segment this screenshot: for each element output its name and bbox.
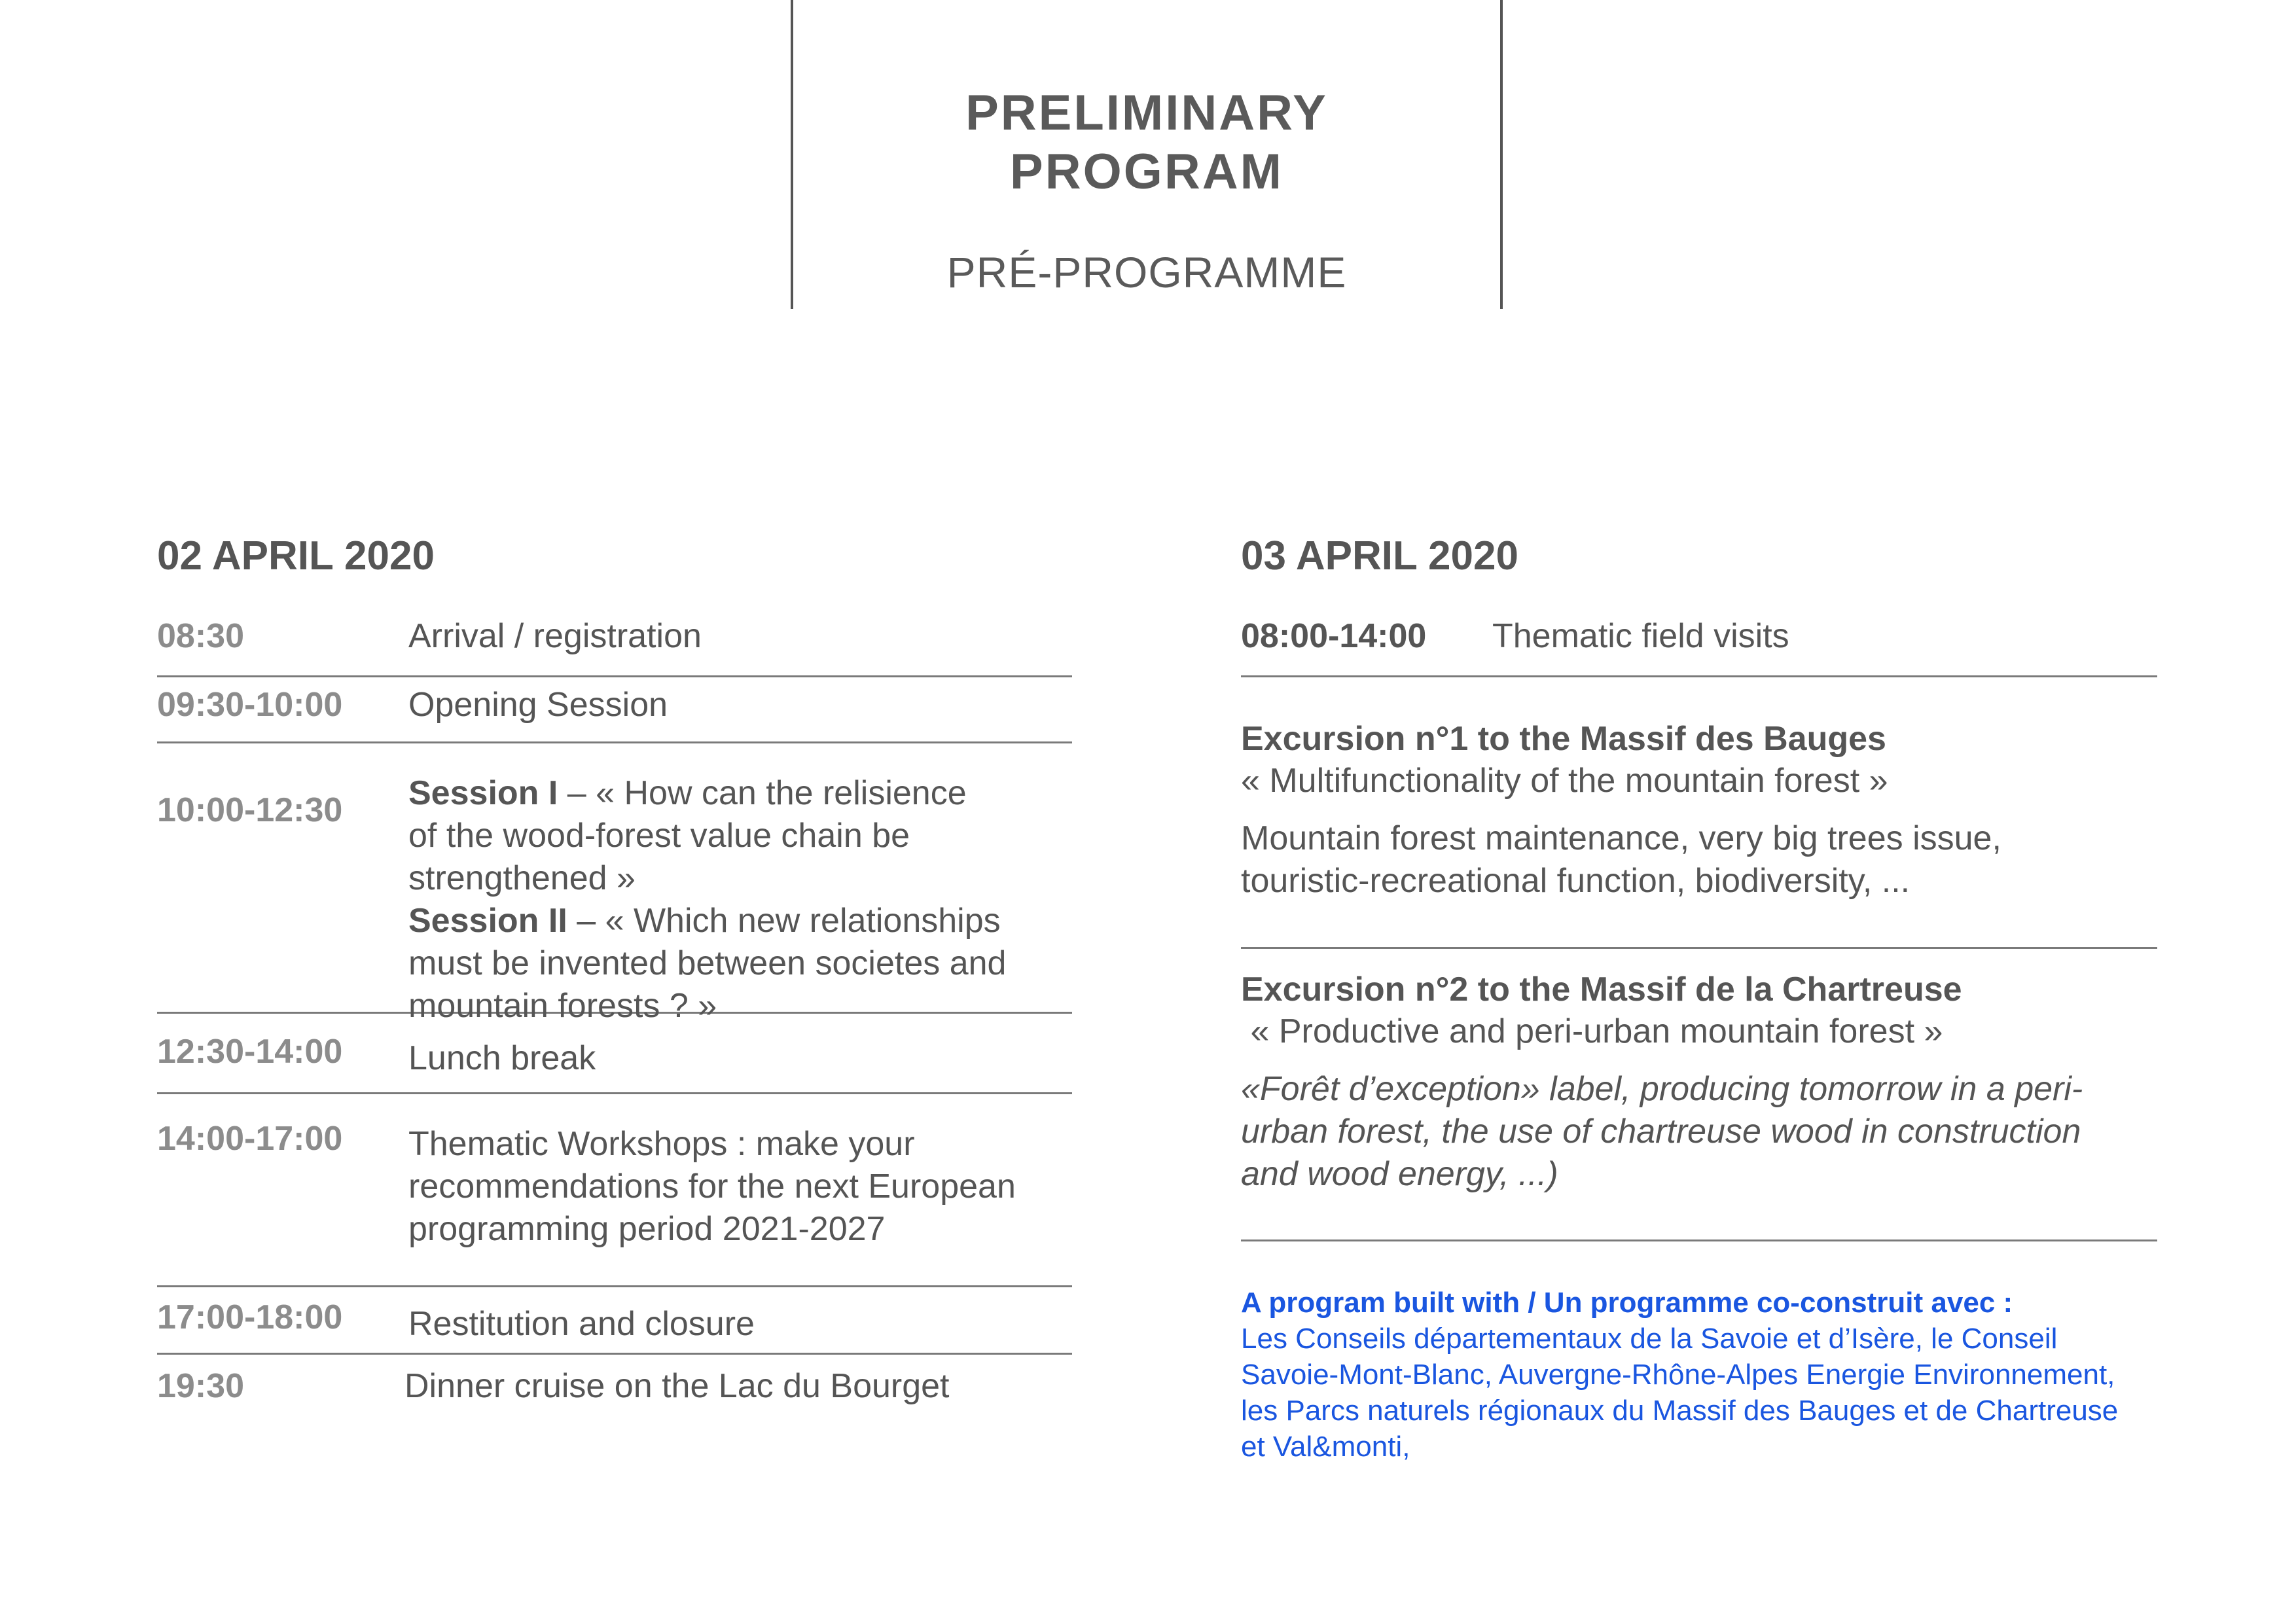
schedule-row [157,1355,1072,1408]
partners-line: et Val&monti, [1241,1431,1410,1463]
workshop-line2: recommendations for the next European [408,1168,1016,1205]
session2-line3: mountain forests ? » [408,987,717,1025]
schedule-text: Opening Session [408,686,668,724]
excursion-subtitle: « Multifunctionality of the mountain forest » [1241,762,1888,800]
schedule-text: Thematic field visits [1492,617,1789,655]
session2-label: Session II [408,902,567,940]
session1-line2: of the wood-forest value chain be [408,817,910,855]
schedule-text: Restitution and closure [408,1305,755,1343]
partners-title: A program built with / Un programme co-construit avec : [1241,1287,2013,1319]
session2-question: – « Which new relationships [567,902,1001,940]
page-header [793,84,1500,298]
page-title [793,84,1500,202]
schedule-row [1241,615,2157,677]
schedule-text: Dinner cruise on the Lac du Bourget [404,1367,950,1405]
schedule-row [157,677,1072,743]
schedule-time: 10:00-12:30 [157,791,343,829]
excursion-description-line: «Forêt d’exception» label, producing tomorrow in a peri- [1241,1070,2083,1108]
excursion-description-line: and wood energy, ...) [1241,1155,1558,1193]
session1-line1 [408,772,1072,815]
workshop-line1: Thematic Workshops : make your [408,1125,915,1163]
day2-date: 03 APRIL 2020 [1241,533,1518,579]
schedule-text: Lunch break [408,1039,596,1077]
schedule-row [157,743,1072,1025]
excursion-description [1241,817,2157,902]
session2-line2: must be invented between societes and [408,944,1007,982]
excursion-description-line: touristic-recreational function, biodiversity, ... [1241,862,1910,900]
schedule-text [408,750,1072,1027]
excursion-title: Excursion n°2 to the Massif de la Chartreuse [1241,971,1962,1008]
header-divider-right [1500,0,1503,309]
excursion-description-line: Mountain forest maintenance, very big trees issue, [1241,819,2001,857]
page-title-line2: PROGRAM [1010,144,1283,200]
workshop-line3: programming period 2021-2027 [408,1210,886,1248]
session1-label: Session I [408,774,558,812]
excursion-description [1241,1068,2157,1196]
schedule-time: 17:00-18:00 [157,1298,343,1336]
schedule-time: 14:00-17:00 [157,1120,343,1158]
excursion-1 [1241,677,2157,949]
session1-line3: strengthened » [408,859,636,897]
schedule-time: 12:30-14:00 [157,1033,343,1071]
partners-line: Savoie-Mont-Blanc, Auvergne-Rhône-Alpes Energie Environnement, [1241,1359,2115,1391]
excursion-2 [1241,949,2157,1241]
page-subtitle: PRÉ-PROGRAMME [946,248,1347,296]
partners-line: Les Conseils départementaux de la Savoie et d’Isère, le Conseil [1241,1323,2058,1355]
page-title-line1: PRELIMINARY [965,85,1328,141]
schedule-row [157,615,1072,677]
excursion-description-line: urban forest, the use of chartreuse wood in construction [1241,1113,2081,1150]
excursion-title: Excursion n°1 to the Massif des Bauges [1241,720,1886,758]
day1-column [157,530,1072,1408]
session1-question: – « How can the relisience [558,774,967,812]
schedule-text: Arrival / registration [408,617,702,655]
partners-block [1241,1285,2157,1465]
schedule-time: 19:30 [157,1367,244,1405]
partners-line: les Parcs naturels régionaux du Massif des Bauges et de Chartreuse [1241,1395,2119,1427]
schedule-time: 08:30 [157,617,244,655]
session2-line1 [408,900,1072,942]
schedule-time: 08:00-14:00 [1241,617,1427,655]
excursion-subtitle: « Productive and peri-urban mountain forest » [1241,1012,1943,1050]
day1-date: 02 APRIL 2020 [157,533,435,579]
schedule-time: 09:30-10:00 [157,686,343,724]
schedule-text [408,1101,1072,1251]
schedule-row [157,1014,1072,1094]
day2-column [1241,530,2157,1465]
schedule-row [157,1094,1072,1287]
schedule-row [157,1287,1072,1355]
